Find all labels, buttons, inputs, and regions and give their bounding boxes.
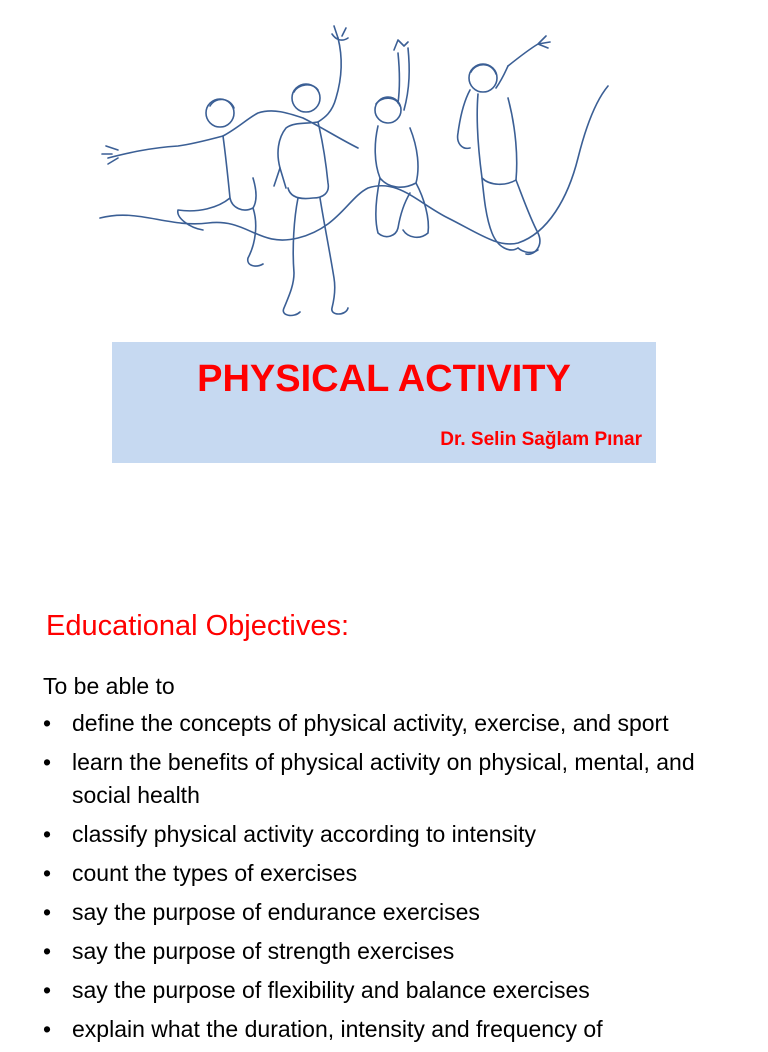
list-item-text: count the types of exercises bbox=[72, 860, 358, 886]
list-item-text: say the purpose of flexibility and balance exercises bbox=[72, 977, 590, 1003]
bullet-icon: • bbox=[43, 710, 52, 736]
list-item-text: learn the benefits of physical activity on physical, mental, and social health bbox=[72, 749, 695, 808]
list-item bbox=[43, 707, 743, 740]
list-item bbox=[43, 896, 743, 929]
list-item bbox=[43, 857, 743, 890]
list-item-text: explain what the duration, intensity and frequency of bbox=[72, 1016, 603, 1042]
list-item-text: classify physical activity according to intensity bbox=[72, 821, 537, 847]
bullet-icon: • bbox=[43, 938, 52, 964]
bullet-icon: • bbox=[43, 860, 52, 886]
author-name: Dr. Selin Sağlam Pınar bbox=[440, 429, 642, 450]
bullet-icon: • bbox=[43, 1016, 52, 1042]
list-item-text: say the purpose of endurance exercises bbox=[72, 899, 480, 925]
objectives-heading: Educational Objectives: bbox=[46, 610, 350, 642]
bullet-icon: • bbox=[43, 821, 52, 847]
bullet-icon: • bbox=[43, 749, 52, 775]
objectives-intro: To be able to bbox=[43, 673, 175, 699]
list-item bbox=[43, 818, 743, 851]
list-item bbox=[43, 935, 743, 968]
list-item bbox=[43, 974, 743, 1007]
list-item-text: define the concepts of physical activity, exercise, and sport bbox=[72, 710, 669, 736]
objectives-list bbox=[43, 707, 743, 1052]
title-box bbox=[112, 342, 656, 463]
list-item bbox=[43, 1013, 743, 1046]
page-title: PHYSICAL ACTIVITY bbox=[197, 358, 571, 400]
jumping-people-illustration bbox=[98, 18, 618, 333]
list-item bbox=[43, 746, 743, 812]
list-item-text: say the purpose of strength exercises bbox=[72, 938, 455, 964]
bullet-icon: • bbox=[43, 899, 52, 925]
bullet-icon: • bbox=[43, 977, 52, 1003]
jumping-people-icon bbox=[98, 18, 618, 333]
